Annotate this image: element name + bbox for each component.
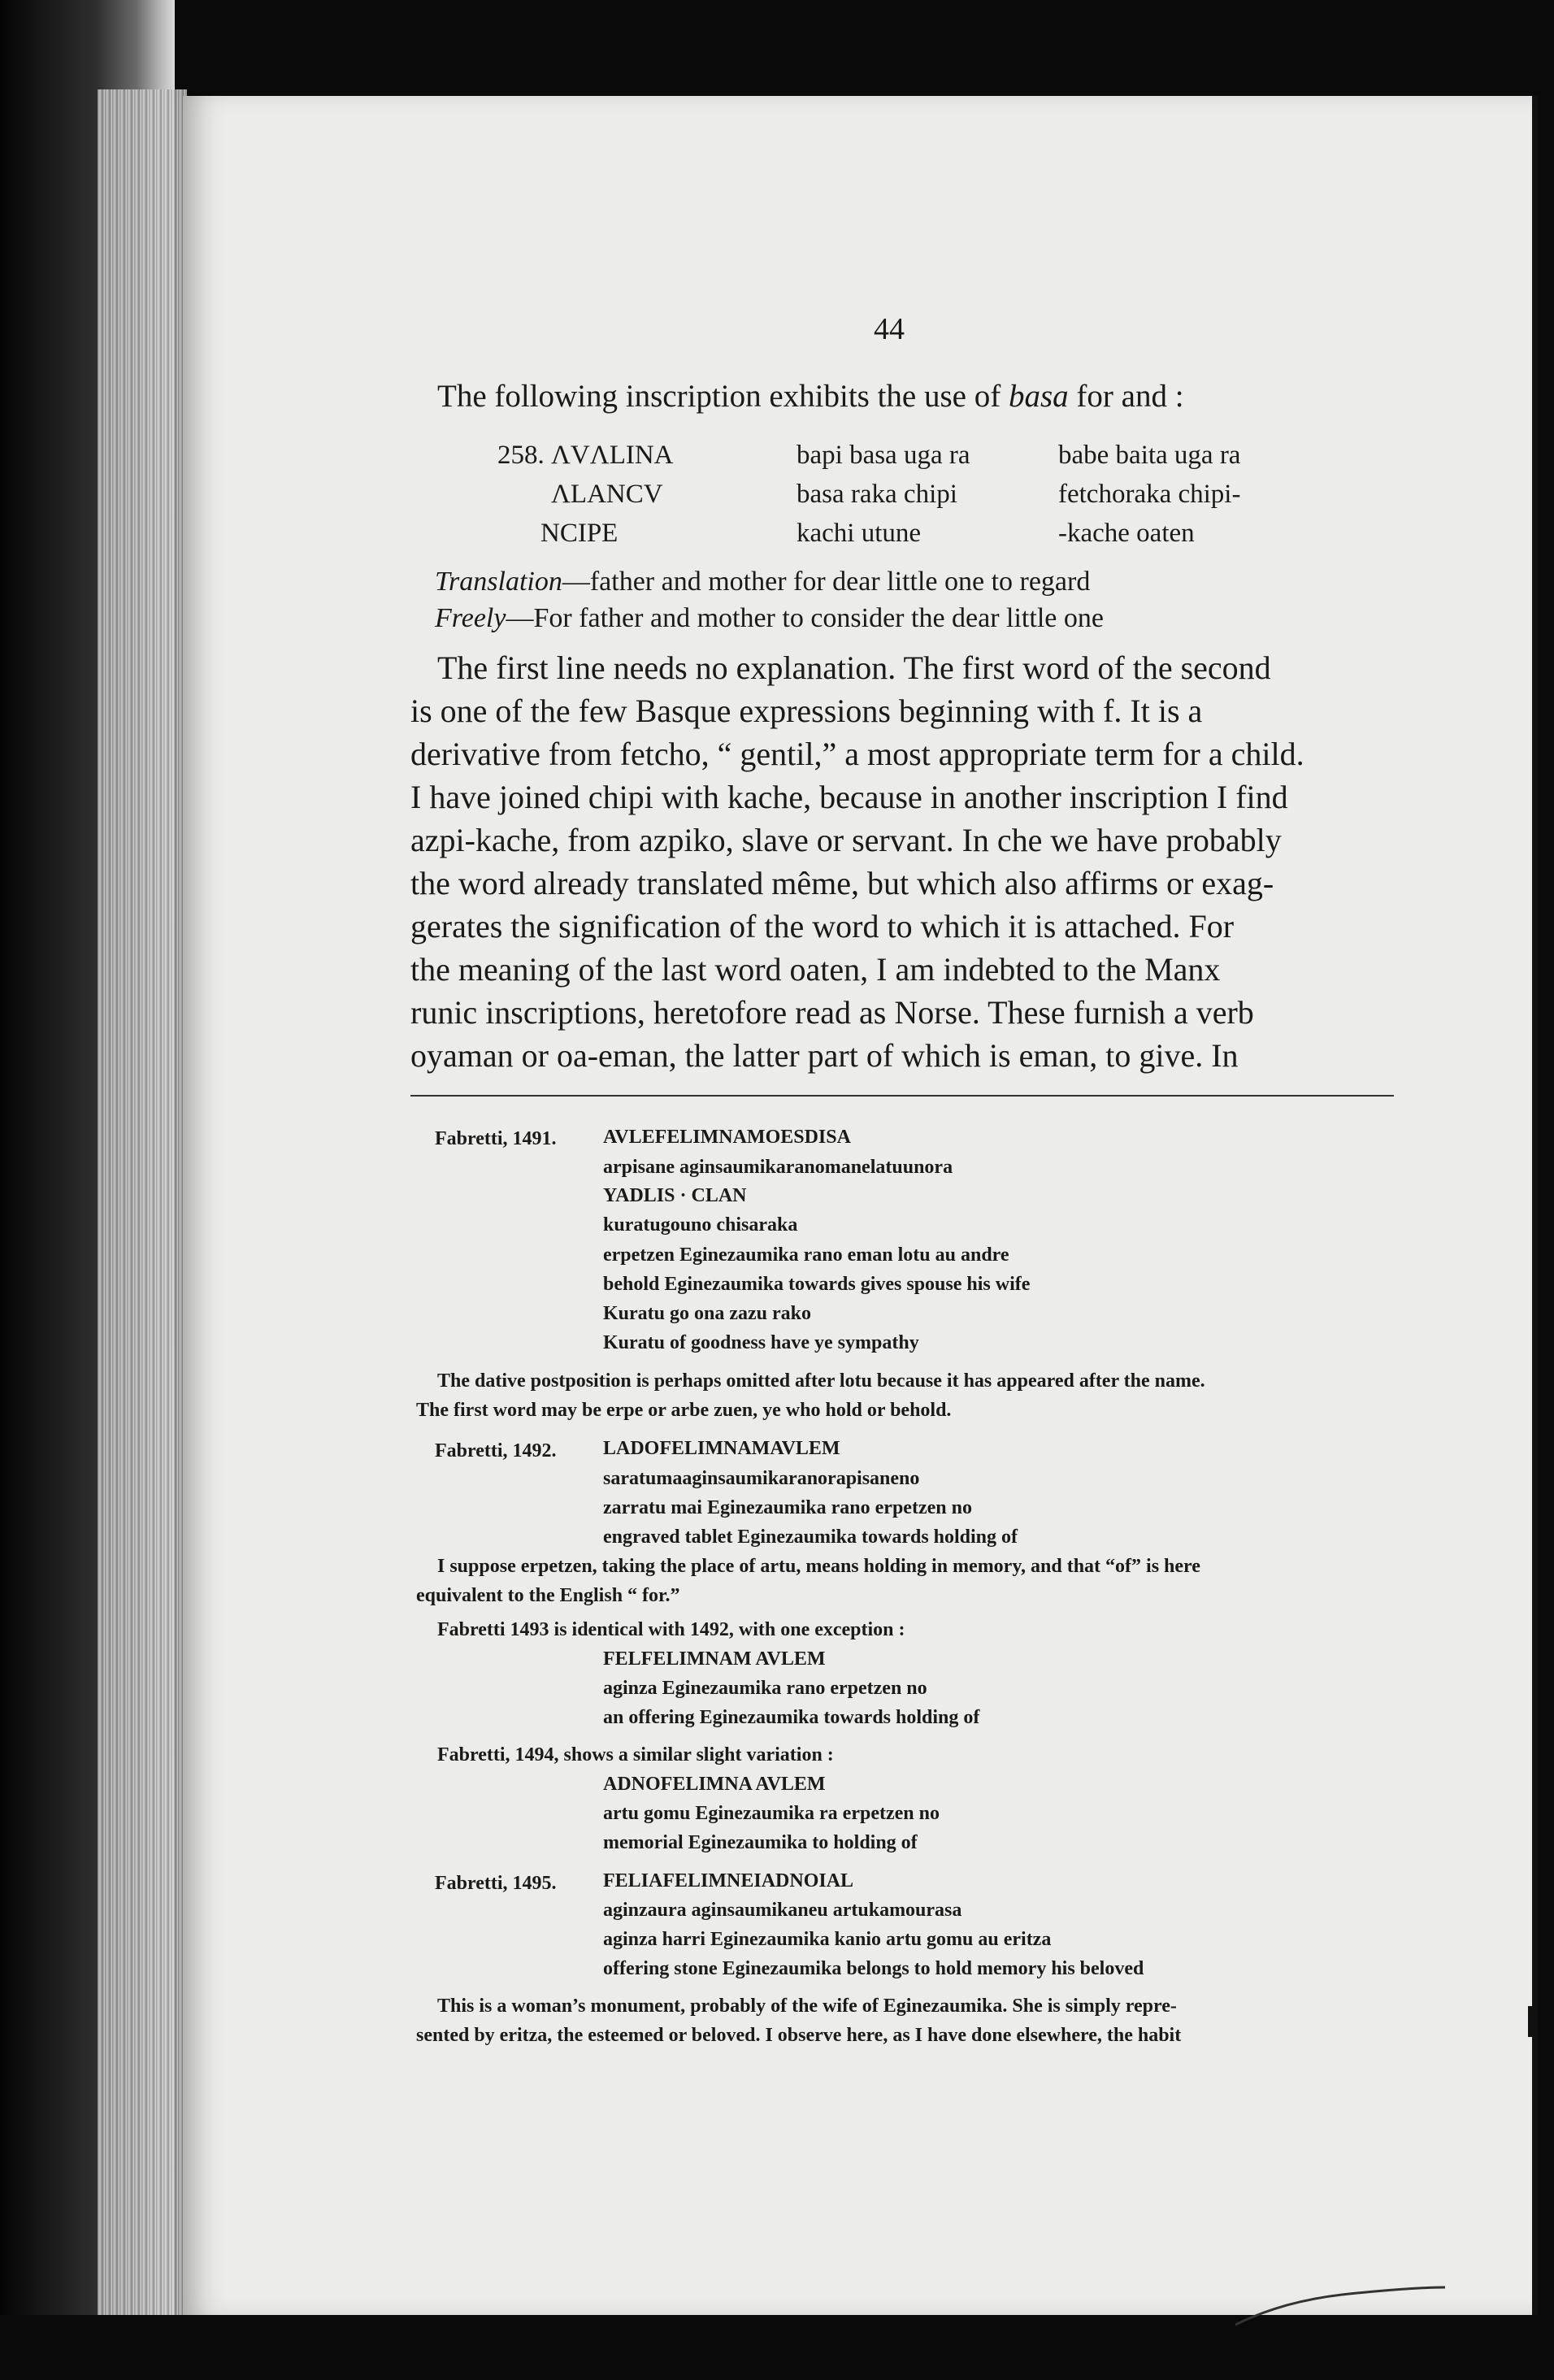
paragraph-line: I have joined chipi with kache, because in another inscription I find — [410, 779, 1288, 815]
translation-line: Translation—father and mother for dear little one to regard — [435, 567, 1091, 597]
footnote-line: aginza Eginezaumika rano erpetzen no — [603, 1678, 927, 1699]
footnote-line: aginzaura aginsaumikaneu artukamourasa — [603, 1900, 962, 1921]
footnote-line: saratumaaginsaumikaranorapisaneno — [603, 1468, 920, 1489]
paragraph-line: oyaman or oa-eman, the latter part of which is eman, to give. In — [410, 1037, 1239, 1074]
footnote-line: offering stone Eginezaumika belongs to hold memory his beloved — [603, 1958, 1144, 1979]
footnote-line: FELFELIMNAM AVLEM — [603, 1648, 826, 1670]
footnote-label: Fabretti, 1491. — [435, 1128, 557, 1149]
footnote-line: erpetzen Eginezaumika rano eman lotu au andre — [603, 1244, 1009, 1266]
paragraph-line: runic inscriptions, heretofore read as Norse. These furnish a verb — [410, 994, 1254, 1031]
inscription-reading-line: bapi basa uga ra — [797, 441, 970, 470]
footnote-line: aginza harri Eginezaumika kanio artu gomu au eritza — [603, 1929, 1052, 1950]
page-fore-edge — [98, 89, 187, 2317]
margin-mark — [1528, 2006, 1534, 2037]
book-page — [183, 96, 1532, 2315]
freely-line: Freely—For father and mother to consider the dear little one — [435, 603, 1104, 633]
paragraph-line: gerates the signification of the word to which it is attached. For — [410, 908, 1235, 945]
footnote-line: kuratugouno chisaraka — [603, 1214, 798, 1236]
inscription-basque-line: -kache oaten — [1058, 519, 1195, 548]
paragraph-line: The first line needs no explanation. The first word of the second — [437, 649, 1271, 686]
footnote-line: YADLIS · CLAN — [603, 1185, 747, 1206]
paragraph-line: azpi-kache, from azpiko, slave or servant. In che we have probably — [410, 822, 1282, 858]
footnote-intro: Fabretti 1493 is identical with 1492, with one exception : — [437, 1619, 905, 1640]
footnote-note: The first word may be erpe or arbe zuen, ye who hold or behold. — [416, 1400, 952, 1421]
inscription-reading-line: basa raka chipi — [797, 480, 957, 509]
footnote-note: This is a woman’s monument, probably of the wife of Eginezaumika. She is simply repre- — [437, 1996, 1177, 2017]
inscription-original-line: ΛVΛLINA — [551, 441, 674, 470]
footnote-line: AVLEFELIMNAMOESDISA — [603, 1127, 851, 1148]
footnote-line: FELIAFELIMNEIADNOIAL — [603, 1870, 854, 1891]
footnote-line: zarratu mai Eginezaumika rano erpetzen no — [603, 1497, 972, 1518]
footnote-rule — [410, 1095, 1394, 1097]
footnote-note: I suppose erpetzen, taking the place of artu, means holding in memory, and that “of” is here — [437, 1556, 1200, 1577]
paragraph-line: the meaning of the last word oaten, I am indebted to the Manx — [410, 951, 1221, 988]
footnote-line: LADOFELIMNAMAVLEM — [603, 1438, 840, 1459]
inscription-basque-line: fetchoraka chipi- — [1058, 480, 1241, 509]
scan-artifact-curve — [1235, 2284, 1447, 2333]
scan-border-right — [1538, 0, 1554, 2380]
footnote-note: equivalent to the English “ for.” — [416, 1585, 680, 1606]
footnote-line: ADNOFELIMNA AVLEM — [603, 1774, 826, 1795]
footnote-note: sented by eritza, the esteemed or beloved. I observe here, as I have done elsewhere, the habit — [416, 2025, 1182, 2046]
paragraph-line: derivative from fetcho, “ gentil,” a most appropriate term for a child. — [410, 736, 1304, 772]
footnote-line: arpisane aginsaumikaranomanelatuunora — [603, 1157, 953, 1178]
scan-border-top — [0, 0, 1554, 96]
footnote-line: Kuratu go ona zazu rako — [603, 1303, 812, 1324]
intro-sentence: The following inscription exhibits the use of basa for and : — [437, 379, 1184, 414]
footnote-label: Fabretti, 1492. — [435, 1440, 557, 1461]
inscription-basque-line: babe baita uga ra — [1058, 441, 1241, 470]
paragraph-line: is one of the few Basque expressions beginning with f. It is a — [410, 693, 1203, 729]
footnote-line: artu gomu Eginezaumika ra erpetzen no — [603, 1803, 940, 1824]
paragraph-line: the word already translated même, but which also affirms or exag- — [410, 865, 1274, 901]
footnote-note: The dative postposition is perhaps omitted after lotu because it has appeared after the name. — [437, 1370, 1205, 1392]
footnote-line: memorial Eginezaumika to holding of — [603, 1832, 918, 1853]
footnote-line: engraved tablet Eginezaumika towards holding of — [603, 1527, 1018, 1548]
page-number: 44 — [874, 312, 905, 346]
inscription-reading-line: kachi utune — [797, 519, 922, 548]
footnote-label: Fabretti, 1495. — [435, 1873, 557, 1894]
inscription-number: 258. — [497, 441, 545, 470]
inscription-original-line: ΛLANCV — [551, 480, 663, 509]
footnote-line: an offering Eginezaumika towards holding of — [603, 1707, 980, 1728]
footnote-line: behold Eginezaumika towards gives spouse his wife — [603, 1274, 1031, 1295]
footnote-line: Kuratu of goodness have ye sympathy — [603, 1332, 919, 1353]
footnote-intro: Fabretti, 1494, shows a similar slight variation : — [437, 1744, 834, 1765]
inscription-original-line: NCIPE — [540, 519, 619, 548]
